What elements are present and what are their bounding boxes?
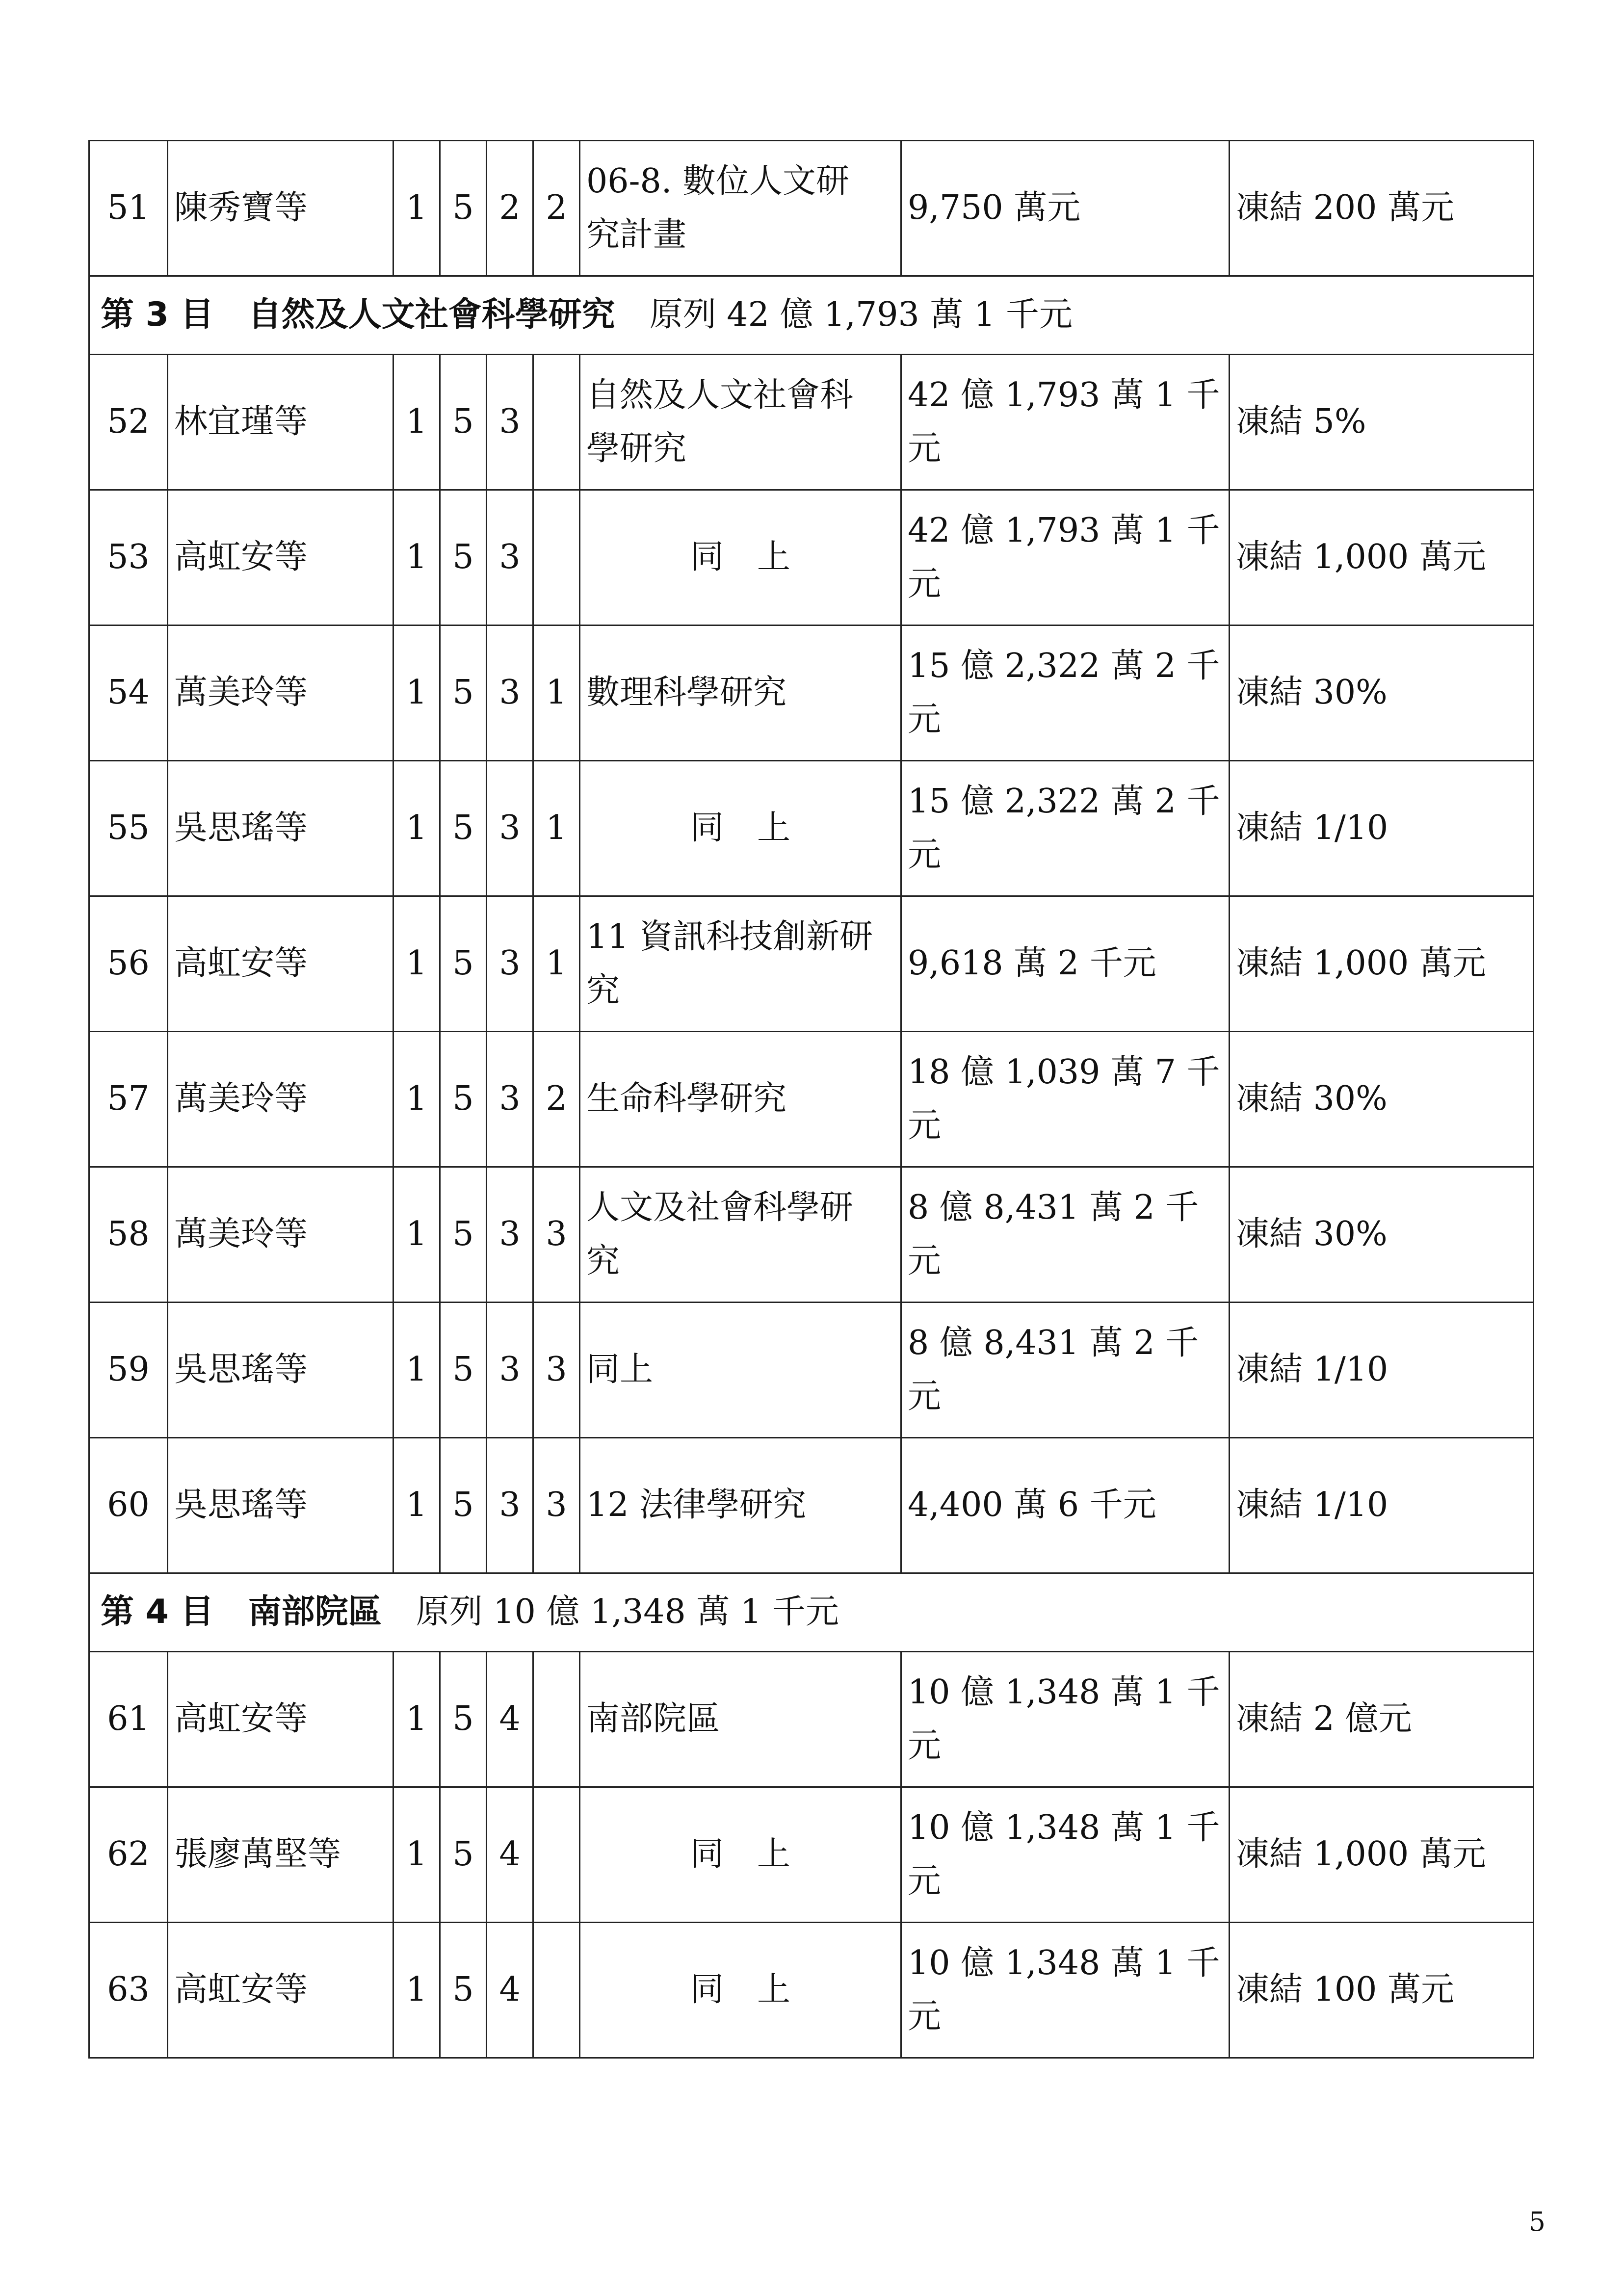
proposer-cell: 林宜瑾等 bbox=[168, 355, 393, 490]
code-digit-2: 5 bbox=[440, 626, 487, 761]
proposer-cell: 吳思瑤等 bbox=[168, 1303, 393, 1438]
budget-cell: 15 億 2,322 萬 2 千 元 bbox=[901, 761, 1230, 896]
section-title: 南部院區 bbox=[248, 1592, 382, 1632]
code-digit-1: 1 bbox=[393, 1652, 440, 1787]
item-cell: 同上 bbox=[580, 1303, 901, 1438]
code-digit-4: 1 bbox=[533, 761, 580, 896]
budget-cell: 4,400 萬 6 千元 bbox=[901, 1438, 1230, 1573]
code-digit-2: 5 bbox=[440, 761, 487, 896]
table-row bbox=[89, 1438, 1534, 1573]
motion-cell: 凍結 100 萬元 bbox=[1230, 1923, 1534, 2058]
motion-cell: 凍結 1/10 bbox=[1230, 1303, 1534, 1438]
code-digit-4: 3 bbox=[533, 1167, 580, 1303]
motion-cell: 凍結 1/10 bbox=[1230, 761, 1534, 896]
item-cell: 同 上 bbox=[580, 490, 901, 626]
code-digit-2: 5 bbox=[440, 1032, 487, 1167]
code-digit-1: 1 bbox=[393, 355, 440, 490]
row-number: 52 bbox=[89, 355, 168, 490]
item-cell: 生命科學研究 bbox=[580, 1032, 901, 1167]
code-digit-3: 3 bbox=[487, 626, 533, 761]
table-row bbox=[89, 1652, 1534, 1787]
code-digit-3: 3 bbox=[487, 490, 533, 626]
code-digit-3: 3 bbox=[487, 1303, 533, 1438]
code-digit-3: 3 bbox=[487, 1032, 533, 1167]
code-digit-1: 1 bbox=[393, 1303, 440, 1438]
code-digit-1: 1 bbox=[393, 1438, 440, 1573]
row-number: 63 bbox=[89, 1923, 168, 2058]
row-number: 56 bbox=[89, 896, 168, 1032]
section-original-amount: 原列 10 億 1,348 萬 1 千元 bbox=[416, 1592, 839, 1632]
code-digit-1: 1 bbox=[393, 896, 440, 1032]
code-digit-2: 5 bbox=[440, 1167, 487, 1303]
item-cell: 數理科學研究 bbox=[580, 626, 901, 761]
row-number: 60 bbox=[89, 1438, 168, 1573]
code-digit-3: 3 bbox=[487, 896, 533, 1032]
table-row bbox=[89, 355, 1534, 490]
row-number: 57 bbox=[89, 1032, 168, 1167]
code-digit-4 bbox=[533, 1652, 580, 1787]
motion-cell: 凍結 200 萬元 bbox=[1230, 141, 1534, 276]
row-number: 62 bbox=[89, 1787, 168, 1923]
item-cell: 11 資訊科技創新研 究 bbox=[580, 896, 901, 1032]
motion-cell: 凍結 2 億元 bbox=[1230, 1652, 1534, 1787]
item-cell: 12 法律學研究 bbox=[580, 1438, 901, 1573]
table-row bbox=[89, 896, 1534, 1032]
item-cell: 06-8. 數位人文研 究計畫 bbox=[580, 141, 901, 276]
table-row bbox=[89, 626, 1534, 761]
proposer-cell: 高虹安等 bbox=[168, 896, 393, 1032]
proposer-cell: 吳思瑤等 bbox=[168, 761, 393, 896]
motion-cell: 凍結 30% bbox=[1230, 626, 1534, 761]
item-cell: 人文及社會科學研 究 bbox=[580, 1167, 901, 1303]
code-digit-4: 2 bbox=[533, 1032, 580, 1167]
code-digit-4 bbox=[533, 1923, 580, 2058]
proposer-cell: 高虹安等 bbox=[168, 1652, 393, 1787]
section-title: 自然及人文社會科學研究 bbox=[248, 295, 615, 335]
code-digit-1: 1 bbox=[393, 626, 440, 761]
code-digit-2: 5 bbox=[440, 141, 487, 276]
row-number: 54 bbox=[89, 626, 168, 761]
item-cell: 自然及人文社會科 學研究 bbox=[580, 355, 901, 490]
budget-cell: 10 億 1,348 萬 1 千 元 bbox=[901, 1787, 1230, 1923]
code-digit-4: 1 bbox=[533, 896, 580, 1032]
row-number: 53 bbox=[89, 490, 168, 626]
section-label: 第 4 目 bbox=[101, 1592, 214, 1632]
code-digit-2: 5 bbox=[440, 355, 487, 490]
motion-cell: 凍結 1,000 萬元 bbox=[1230, 1787, 1534, 1923]
table-row bbox=[89, 1303, 1534, 1438]
code-digit-2: 5 bbox=[440, 1303, 487, 1438]
page-number: 5 bbox=[1528, 2206, 1545, 2237]
table-row bbox=[89, 1032, 1534, 1167]
code-digit-4: 1 bbox=[533, 626, 580, 761]
code-digit-2: 5 bbox=[440, 1652, 487, 1787]
budget-cell: 9,618 萬 2 千元 bbox=[901, 896, 1230, 1032]
code-digit-3: 3 bbox=[487, 1167, 533, 1303]
code-digit-3: 4 bbox=[487, 1787, 533, 1923]
motion-cell: 凍結 5% bbox=[1230, 355, 1534, 490]
table-row bbox=[89, 1923, 1534, 2058]
budget-cell: 8 億 8,431 萬 2 千元 bbox=[901, 1303, 1230, 1438]
budget-motion-table bbox=[88, 140, 1534, 2059]
code-digit-3: 2 bbox=[487, 141, 533, 276]
section-header-row bbox=[89, 276, 1534, 355]
proposer-cell: 高虹安等 bbox=[168, 490, 393, 626]
budget-cell: 10 億 1,348 萬 1 千 元 bbox=[901, 1923, 1230, 2058]
motion-cell: 凍結 1,000 萬元 bbox=[1230, 490, 1534, 626]
budget-cell: 9,750 萬元 bbox=[901, 141, 1230, 276]
motion-cell: 凍結 30% bbox=[1230, 1032, 1534, 1167]
row-number: 55 bbox=[89, 761, 168, 896]
code-digit-1: 1 bbox=[393, 1032, 440, 1167]
item-cell: 南部院區 bbox=[580, 1652, 901, 1787]
section-original-amount: 原列 42 億 1,793 萬 1 千元 bbox=[649, 295, 1073, 335]
code-digit-3: 3 bbox=[487, 355, 533, 490]
proposer-cell: 高虹安等 bbox=[168, 1923, 393, 2058]
code-digit-1: 1 bbox=[393, 1923, 440, 2058]
code-digit-2: 5 bbox=[440, 896, 487, 1032]
section-label: 第 3 目 bbox=[101, 295, 214, 335]
proposer-cell: 萬美玲等 bbox=[168, 1167, 393, 1303]
code-digit-4 bbox=[533, 490, 580, 626]
item-cell: 同 上 bbox=[580, 761, 901, 896]
motion-cell: 凍結 1,000 萬元 bbox=[1230, 896, 1534, 1032]
row-number: 59 bbox=[89, 1303, 168, 1438]
code-digit-4: 2 bbox=[533, 141, 580, 276]
section-header bbox=[89, 276, 1534, 355]
code-digit-1: 1 bbox=[393, 141, 440, 276]
code-digit-4 bbox=[533, 355, 580, 490]
motion-cell: 凍結 1/10 bbox=[1230, 1438, 1534, 1573]
proposer-cell: 萬美玲等 bbox=[168, 626, 393, 761]
table-row bbox=[89, 490, 1534, 626]
code-digit-2: 5 bbox=[440, 490, 487, 626]
code-digit-3: 4 bbox=[487, 1652, 533, 1787]
section-header bbox=[89, 1573, 1534, 1652]
proposer-cell: 陳秀寶等 bbox=[168, 141, 393, 276]
motion-cell: 凍結 30% bbox=[1230, 1167, 1534, 1303]
table-row bbox=[89, 1787, 1534, 1923]
code-digit-4: 3 bbox=[533, 1303, 580, 1438]
code-digit-1: 1 bbox=[393, 761, 440, 896]
proposer-cell: 吳思瑤等 bbox=[168, 1438, 393, 1573]
code-digit-3: 4 bbox=[487, 1923, 533, 2058]
budget-cell: 15 億 2,322 萬 2 千 元 bbox=[901, 626, 1230, 761]
table-row bbox=[89, 141, 1534, 276]
budget-cell: 8 億 8,431 萬 2 千元 bbox=[901, 1167, 1230, 1303]
table-row bbox=[89, 761, 1534, 896]
proposer-cell: 張廖萬堅等 bbox=[168, 1787, 393, 1923]
code-digit-4 bbox=[533, 1787, 580, 1923]
row-number: 51 bbox=[89, 141, 168, 276]
code-digit-2: 5 bbox=[440, 1923, 487, 2058]
section-header-row bbox=[89, 1573, 1534, 1652]
table-row bbox=[89, 1167, 1534, 1303]
item-cell: 同 上 bbox=[580, 1923, 901, 2058]
code-digit-4: 3 bbox=[533, 1438, 580, 1573]
budget-cell: 18 億 1,039 萬 7 千 元 bbox=[901, 1032, 1230, 1167]
budget-cell: 42 億 1,793 萬 1 千 元 bbox=[901, 490, 1230, 626]
code-digit-1: 1 bbox=[393, 1167, 440, 1303]
item-cell: 同 上 bbox=[580, 1787, 901, 1923]
row-number: 58 bbox=[89, 1167, 168, 1303]
row-number: 61 bbox=[89, 1652, 168, 1787]
code-digit-3: 3 bbox=[487, 761, 533, 896]
code-digit-2: 5 bbox=[440, 1787, 487, 1923]
code-digit-2: 5 bbox=[440, 1438, 487, 1573]
code-digit-1: 1 bbox=[393, 1787, 440, 1923]
proposer-cell: 萬美玲等 bbox=[168, 1032, 393, 1167]
code-digit-3: 3 bbox=[487, 1438, 533, 1573]
code-digit-1: 1 bbox=[393, 490, 440, 626]
budget-cell: 42 億 1,793 萬 1 千 元 bbox=[901, 355, 1230, 490]
budget-cell: 10 億 1,348 萬 1 千 元 bbox=[901, 1652, 1230, 1787]
